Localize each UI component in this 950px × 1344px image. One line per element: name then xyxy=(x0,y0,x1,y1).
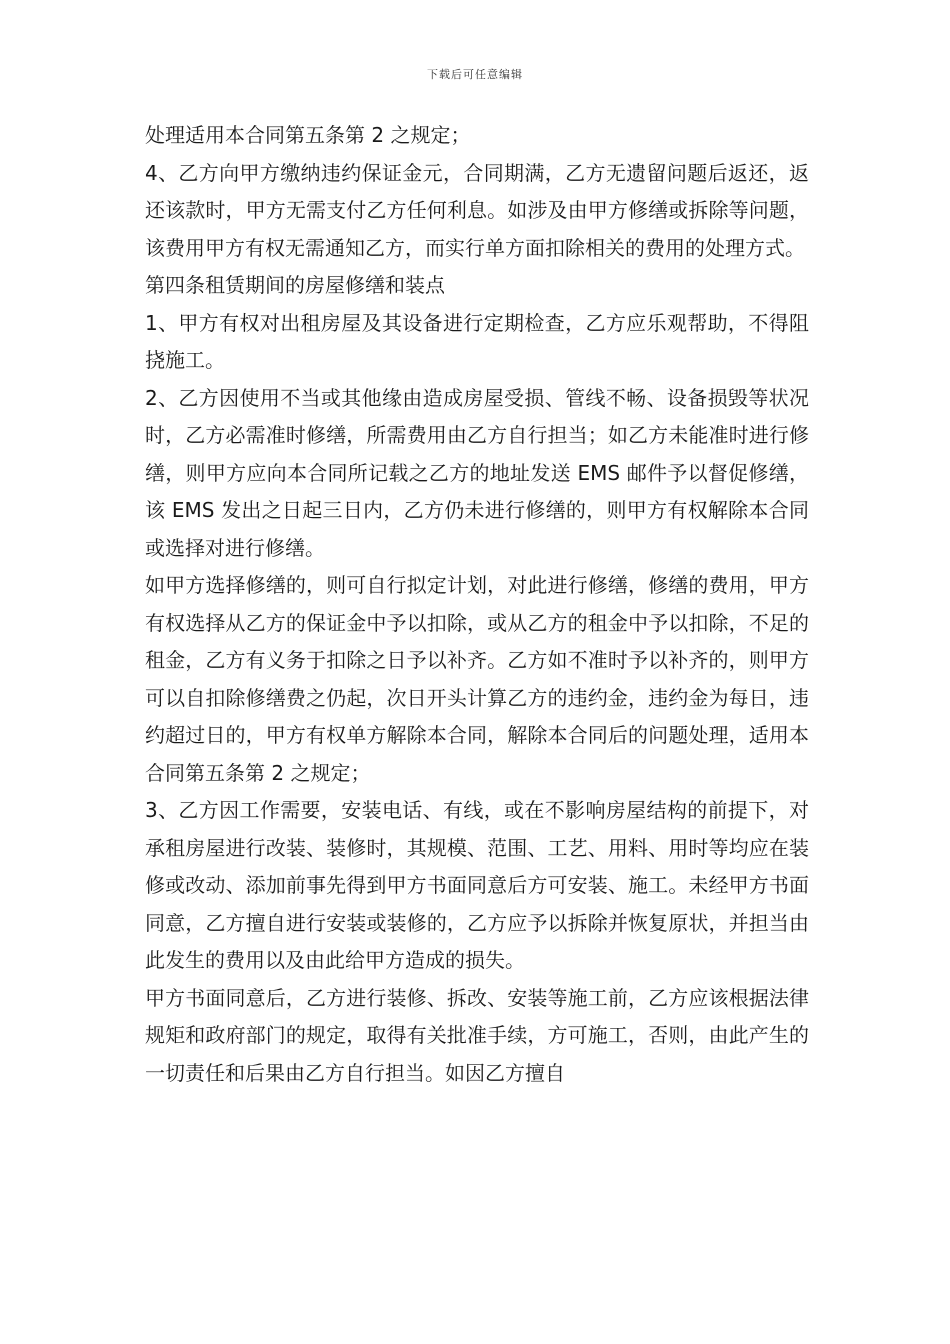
paragraph: 1、甲方有权对出租房屋及其设备进行定期检查，乙方应乐观帮助，不得阻挠施工。 xyxy=(145,310,809,372)
document-body xyxy=(145,117,809,1092)
paragraph: 2、乙方因使用不当或其他缘由造成房屋受损、管线不畅、设备损毁等状况时，乙方必需准时修缮，所需费用由乙方自行担当；如乙方未能准时进行修缮，则甲方应向本合同所记载之乙方的地址发送 EMS 邮件予以督促修缮，该 EMS 发出之日起三日内，乙方仍未进行修缮的，则甲方有权解除本合同或选择对进行修缮。 xyxy=(145,385,809,560)
paragraph: 3、乙方因工作需要，安装电话、有线，或在不影响房屋结构的前提下，对承租房屋进行改装、装修时，其规模、范围、工艺、用料、用时等均应在装修或改动、添加前事先得到甲方书面同意后方可安装、施工。未经甲方书面同意，乙方擅自进行安装或装修的，乙方应予以拆除并恢复原状，并担当由此发生的费用以及由此给甲方造成的损失。 xyxy=(145,798,809,972)
paragraph: 4、乙方向甲方缴纳违约保证金元，合同期满，乙方无遗留问题后返还，返还该款时，甲方无需支付乙方任何利息。如涉及由甲方修缮或拆除等问题，该费用甲方有权无需通知乙方，而实行单方面扣除相关的费用的处理方式。 xyxy=(145,160,809,260)
paragraph: 处理适用本合同第五条第 2 之规定； xyxy=(145,123,471,147)
page-header: 下载后可任意编辑 xyxy=(427,68,523,81)
paragraph: 甲方书面同意后，乙方进行装修、拆改、安装等施工前，乙方应该根据法律规矩和政府部门的规定，取得有关批准手续，方可施工，否则，由此产生的一切责任和后果由乙方自行担当。如因乙方擅自 xyxy=(145,985,809,1085)
paragraph: 如甲方选择修缮的，则可自行拟定计划，对此进行修缮，修缮的费用，甲方有权选择从乙方的保证金中予以扣除，或从乙方的租金中予以扣除，不足的租金，乙方有义务于扣除之日予以补齐。乙方如不准时予以补齐的，则甲方可以自扣除修缮费之仍起，次日开头计算乙方的违约金，违约金为每日，违约超过日的，甲方有权单方解除本合同，解除本合同后的问题处理，适用本合同第五条第 2 之规定； xyxy=(145,573,809,785)
section-heading: 第四条租赁期间的房屋修缮和装点 xyxy=(145,273,445,297)
